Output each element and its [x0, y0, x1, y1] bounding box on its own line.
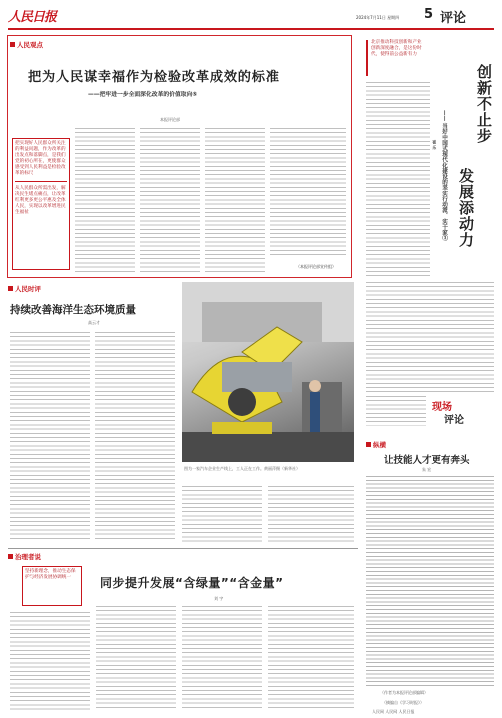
sidebar-column-c: [366, 396, 426, 426]
newspaper-logo: 人民日报: [8, 10, 57, 25]
ocean-column-3: [182, 486, 262, 542]
pullquote-1: 把实现好人民群众所关注的利益问题，作为改革的出发点和落脚点，是我们党的初心所在，更使群众感受到人民利益是检验改革的标尺: [15, 141, 66, 176]
ocean-kicker: 人民时评: [8, 284, 41, 293]
lead-column-4: [270, 128, 346, 258]
bottom-headline: 同步提升发展“含绿量”“含金量”: [100, 576, 284, 590]
kicker-square-icon: [10, 42, 15, 47]
pullquote-2: 从人民群众所需出发，解决民生堵点痛点，让改革红利更多更公平惠及全体人民，实现以改革增进民生福祉: [15, 186, 66, 215]
talent-kicker: 纵横: [366, 440, 386, 449]
kicker-square-icon: [8, 554, 13, 559]
footer-left: （摘编自《学习时报》）: [382, 700, 424, 705]
section-name: 评论: [440, 11, 467, 26]
masthead-rule: [8, 28, 494, 30]
bottom-author: 刘 宇: [214, 596, 224, 601]
kicker-square-icon: [366, 442, 371, 447]
ocean-headline: 持续改善海洋生态环境质量: [10, 304, 136, 316]
bottom-kicker: 治理者说: [8, 552, 41, 561]
bottom-column-1: [10, 612, 90, 710]
xianchang-line1: 现场: [432, 402, 452, 413]
bottom-column-4: [268, 606, 354, 710]
feature-title-1: 创新不止步: [475, 64, 493, 144]
lead-footer-note: （本报评论部宣传组）: [296, 264, 336, 269]
talent-author: 朱 宏: [422, 467, 432, 472]
lead-pullquote-box: [12, 138, 70, 270]
photo-caption: 图为一家汽车企业生产线上，工人正在工作。黄丽萍摄（新华社）: [184, 466, 300, 471]
masthead: [8, 6, 494, 28]
issue-date: 2024年7月11日 星期四: [356, 15, 400, 20]
robot-arm-illustration: [182, 282, 354, 462]
ocean-author: 高云才: [88, 320, 100, 325]
factory-photo: [182, 282, 354, 462]
xianchang-line2: 评论: [444, 415, 464, 426]
bottom-column-3: [182, 606, 262, 710]
feature-subtitle: —— 当好中国式现代化建设的坚实行动派、实干家③: [441, 110, 447, 241]
bottom-column-2: [96, 606, 176, 710]
page-number: 5: [424, 7, 434, 22]
ocean-column-1: [10, 332, 90, 542]
pullquote-divider: [15, 181, 67, 182]
lead-column-3: [205, 128, 265, 272]
sidebar-column-a: [366, 82, 430, 277]
bottom-pullquote: 坚持新理念，推动生态保护与经济发展协调统一: [25, 569, 76, 580]
talent-headline: 让技能人才更有奔头: [384, 455, 470, 466]
talent-body: [366, 476, 494, 688]
sidebar-top-box: [366, 40, 422, 76]
kicker-square-icon: [8, 286, 13, 291]
lead-column-1: [75, 128, 135, 272]
bottom-pullquote-box: [22, 566, 82, 606]
feature-author: 崔 乐: [432, 140, 438, 150]
lead-subtitle: ——把牢进一步全面深化改革的价值取向⑤: [88, 92, 198, 98]
footer-right: 人民网 人民网 人民日报: [372, 709, 415, 714]
lead-kicker: 人民观点: [10, 40, 43, 49]
ocean-column-2: [95, 332, 175, 542]
sidebar-top-text: 北京推动科技创新和产业创新深度融合，是这份时代，使得前公益新有力: [371, 40, 422, 57]
sidebar-column-b: [366, 282, 494, 392]
lead-headline: 把为人民谋幸福作为检验改革成效的标准: [28, 70, 280, 85]
bottom-divider: [8, 548, 358, 549]
talent-note: （作者为本报评论部编辑）: [380, 690, 428, 695]
xianchang-badge: [432, 398, 486, 428]
lead-byline: 本报评论部: [160, 117, 180, 122]
lead-column-2: [140, 128, 200, 272]
ocean-column-4: [268, 486, 354, 542]
feature-title-2: 发展添动力: [457, 168, 475, 248]
